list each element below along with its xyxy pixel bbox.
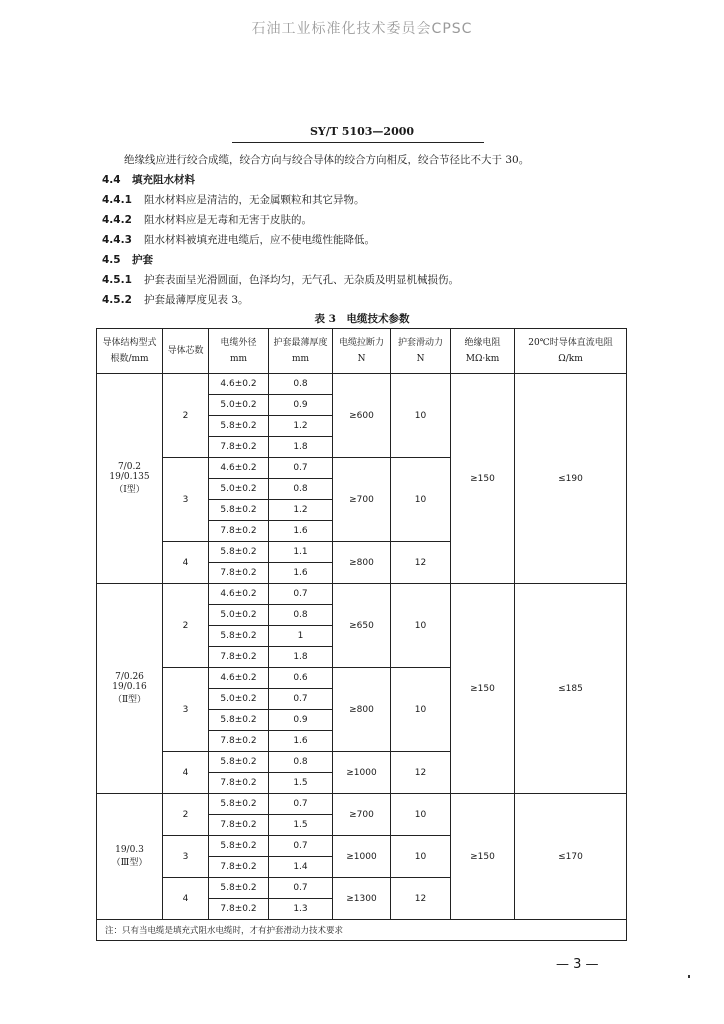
sheath-thickness-cell: 0.8 (269, 605, 333, 626)
sliding-force-cell: 12 (391, 542, 451, 584)
clause-number: 4.5.2 (102, 294, 132, 306)
cable-diameter-cell: 5.8±0.2 (209, 794, 269, 815)
column-header-label: 护套滑动力 (397, 338, 443, 348)
column-header-unit: mm (291, 354, 310, 364)
conductor-structure-line: 19/0.3 (115, 845, 144, 855)
column-header-label: 导体芯数 (167, 346, 204, 356)
column-header (333, 329, 391, 374)
column-header-unit: MΩ·km (465, 354, 500, 364)
clause (102, 190, 622, 210)
sheath-thickness-cell: 1.6 (269, 563, 333, 584)
sheath-thickness-cell: 0.8 (269, 479, 333, 500)
clause-text: 阻水材料被填充进电缆后，应不使电缆性能降低。 (144, 234, 375, 246)
insulation-resistance-cell: ≥150 (451, 794, 515, 920)
paragraph (102, 150, 622, 170)
conductor-structure-cell (97, 374, 163, 584)
scan-speck (688, 975, 690, 978)
cable-diameter-cell: 4.6±0.2 (209, 458, 269, 479)
table-row (97, 374, 627, 395)
cable-spec-table (96, 328, 627, 941)
standard-code: SY/T 5103—2000 (309, 125, 415, 138)
conductor-structure-cell (97, 794, 163, 920)
tensile-force-cell: ≥1000 (333, 752, 391, 794)
core-count-cell: 2 (163, 584, 209, 668)
tensile-force-cell: ≥800 (333, 542, 391, 584)
insulation-resistance-cell: ≥150 (451, 584, 515, 794)
cable-diameter-cell: 5.8±0.2 (209, 878, 269, 899)
conductor-structure-line: （Ⅰ型） (114, 485, 145, 495)
cable-diameter-cell: 5.8±0.2 (209, 836, 269, 857)
cable-diameter-cell: 4.6±0.2 (209, 374, 269, 395)
section-number: 4.5 (102, 254, 121, 266)
clause-number: 4.5.1 (102, 274, 132, 286)
core-count-cell: 3 (163, 836, 209, 878)
column-header-label: 护套最薄厚度 (273, 338, 328, 348)
section-number: 4.4 (102, 174, 121, 186)
sheath-thickness-cell: 0.7 (269, 458, 333, 479)
sheath-thickness-cell: 0.7 (269, 836, 333, 857)
cable-diameter-cell: 7.8±0.2 (209, 563, 269, 584)
sheath-thickness-cell: 1.8 (269, 647, 333, 668)
tensile-force-cell: ≥700 (333, 794, 391, 836)
conductor-structure-line: 19/0.16 (112, 682, 147, 692)
column-header (97, 329, 163, 374)
sheath-thickness-cell: 1.4 (269, 857, 333, 878)
page-number: — 3 — (556, 957, 599, 972)
conductor-structure-line: 7/0.26 (115, 672, 144, 682)
header-rule (232, 142, 484, 143)
cable-diameter-cell: 5.0±0.2 (209, 605, 269, 626)
tensile-force-cell: ≥700 (333, 458, 391, 542)
section-heading (102, 250, 622, 270)
column-header (391, 329, 451, 374)
column-header-unit: Ω/km (558, 354, 583, 364)
clause-text: 护套最薄厚度见表 3。 (144, 294, 249, 306)
table-header-row (97, 329, 627, 374)
column-header (515, 329, 627, 374)
table-note-row (97, 920, 627, 941)
cable-diameter-cell: 4.6±0.2 (209, 584, 269, 605)
sheath-thickness-cell: 0.6 (269, 668, 333, 689)
body-text (102, 150, 622, 310)
tensile-force-cell: ≥800 (333, 668, 391, 752)
table-row (97, 794, 627, 815)
cable-diameter-cell: 5.8±0.2 (209, 710, 269, 731)
clause-number: 4.4.1 (102, 194, 132, 206)
cable-diameter-cell: 7.8±0.2 (209, 815, 269, 836)
sliding-force-cell: 12 (391, 878, 451, 920)
clause-text: 阻水材料应是清洁的，无金属颗粒和其它异物。 (144, 194, 365, 206)
cable-diameter-cell: 7.8±0.2 (209, 773, 269, 794)
sliding-force-cell: 10 (391, 836, 451, 878)
cable-diameter-cell: 5.0±0.2 (209, 689, 269, 710)
column-header (163, 329, 209, 374)
core-count-cell: 3 (163, 458, 209, 542)
conductor-structure-cell (97, 584, 163, 794)
cable-diameter-cell: 5.8±0.2 (209, 416, 269, 437)
column-header-unit: N (357, 354, 366, 364)
table-caption: 表 3 电缆技术参数 (314, 313, 410, 325)
cable-diameter-cell: 7.8±0.2 (209, 647, 269, 668)
cable-diameter-cell: 7.8±0.2 (209, 857, 269, 878)
column-header-label: 导体结构型式 (102, 338, 157, 348)
dc-resistance-cell: ≤170 (515, 794, 627, 920)
core-count-cell: 3 (163, 668, 209, 752)
sheath-thickness-cell: 1.2 (269, 500, 333, 521)
sliding-force-cell: 10 (391, 374, 451, 458)
cable-diameter-cell: 5.0±0.2 (209, 395, 269, 416)
tensile-force-cell: ≥1300 (333, 878, 391, 920)
sheath-thickness-cell: 0.7 (269, 878, 333, 899)
sliding-force-cell: 12 (391, 752, 451, 794)
dc-resistance-cell: ≤190 (515, 374, 627, 584)
clause (102, 290, 622, 310)
clause-number: 4.4.3 (102, 234, 132, 246)
core-count-cell: 4 (163, 752, 209, 794)
sliding-force-cell: 10 (391, 584, 451, 668)
cable-diameter-cell: 5.8±0.2 (209, 752, 269, 773)
core-count-cell: 4 (163, 878, 209, 920)
tensile-force-cell: ≥1000 (333, 836, 391, 878)
paragraph-text: 绝缘线应进行绞合成缆，绞合方向与绞合导体的绞合方向相反，绞合节径比不大于 30。 (124, 154, 530, 166)
column-header-label: 20℃时导体直流电阻 (528, 338, 613, 348)
watermark: 石油工业标准化技术委员会CPSC (251, 21, 473, 37)
sheath-thickness-cell: 0.8 (269, 374, 333, 395)
column-header-unit: N (416, 354, 425, 364)
conductor-structure-line: （Ⅱ型） (112, 695, 147, 705)
core-count-cell: 2 (163, 794, 209, 836)
cable-diameter-cell: 5.8±0.2 (209, 542, 269, 563)
sheath-thickness-cell: 1.6 (269, 731, 333, 752)
sheath-thickness-cell: 1.1 (269, 542, 333, 563)
conductor-structure-line: （Ⅲ型） (111, 858, 148, 868)
clause-number: 4.4.2 (102, 214, 132, 226)
dc-resistance-cell: ≤185 (515, 584, 627, 794)
sheath-thickness-cell: 1.6 (269, 521, 333, 542)
core-count-cell: 4 (163, 542, 209, 584)
column-header-label: 绝缘电阻 (464, 338, 501, 348)
column-header (209, 329, 269, 374)
cable-diameter-cell: 7.8±0.2 (209, 437, 269, 458)
sheath-thickness-cell: 1 (269, 626, 333, 647)
section-title: 填充阻水材料 (132, 174, 195, 186)
section-heading (102, 170, 622, 190)
cable-diameter-cell: 4.6±0.2 (209, 668, 269, 689)
table-note: 注：只有当电缆是填充式阻水电缆时，才有护套滑动力技术要求 (97, 920, 627, 941)
table-row (97, 584, 627, 605)
column-header (451, 329, 515, 374)
sliding-force-cell: 10 (391, 668, 451, 752)
tensile-force-cell: ≥600 (333, 374, 391, 458)
clause (102, 270, 622, 290)
column-header-label: 电缆外径 (220, 338, 257, 348)
sheath-thickness-cell: 0.7 (269, 689, 333, 710)
core-count-cell: 2 (163, 374, 209, 458)
sheath-thickness-cell: 0.9 (269, 710, 333, 731)
clause-text: 阻水材料应是无毒和无害于皮肤的。 (144, 214, 312, 226)
sliding-force-cell: 10 (391, 794, 451, 836)
sheath-thickness-cell: 1.3 (269, 899, 333, 920)
sheath-thickness-cell: 0.7 (269, 794, 333, 815)
sliding-force-cell: 10 (391, 458, 451, 542)
cable-diameter-cell: 7.8±0.2 (209, 731, 269, 752)
column-header (269, 329, 333, 374)
conductor-structure-line: 7/0.2 (117, 462, 142, 472)
sheath-thickness-cell: 0.9 (269, 395, 333, 416)
clause (102, 230, 622, 250)
column-header-unit: 根数/mm (110, 354, 149, 364)
column-header-label: 电缆拉断力 (338, 338, 384, 348)
sheath-thickness-cell: 1.5 (269, 815, 333, 836)
cable-diameter-cell: 5.8±0.2 (209, 626, 269, 647)
sheath-thickness-cell: 0.8 (269, 752, 333, 773)
section-title: 护套 (132, 254, 153, 266)
clause (102, 210, 622, 230)
sheath-thickness-cell: 1.2 (269, 416, 333, 437)
tensile-force-cell: ≥650 (333, 584, 391, 668)
cable-diameter-cell: 7.8±0.2 (209, 521, 269, 542)
sheath-thickness-cell: 1.8 (269, 437, 333, 458)
cable-diameter-cell: 5.0±0.2 (209, 479, 269, 500)
clause-text: 护套表面呈光滑圆面，色泽均匀，无气孔、无杂质及明显机械损伤。 (144, 274, 459, 286)
conductor-structure-line: 19/0.135 (109, 472, 150, 482)
sheath-thickness-cell: 1.5 (269, 773, 333, 794)
cable-diameter-cell: 7.8±0.2 (209, 899, 269, 920)
column-header-unit: mm (229, 354, 248, 364)
sheath-thickness-cell: 0.7 (269, 584, 333, 605)
cable-diameter-cell: 5.8±0.2 (209, 500, 269, 521)
insulation-resistance-cell: ≥150 (451, 374, 515, 584)
